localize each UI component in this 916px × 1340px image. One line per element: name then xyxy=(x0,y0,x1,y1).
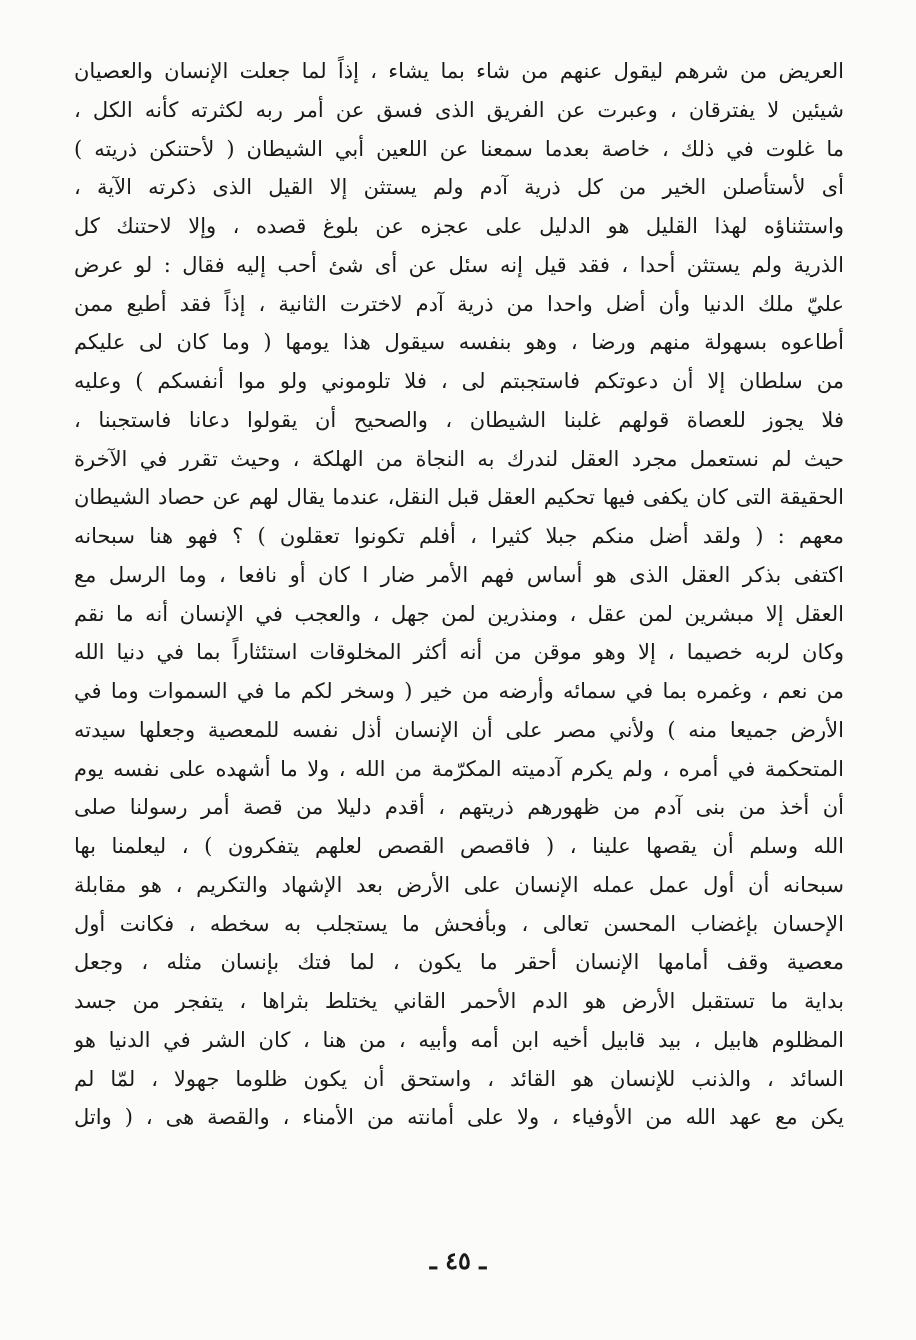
text-line: عليّ ملك الدنيا وأن أضل واحدا من ذرية آدم لاخترت الثانية ، إذاً فقد أطيع ممن xyxy=(74,291,844,316)
text-line: الأرض جميعا منه ) ولأني مصر على أن الإنسان أذل نفسه للمعصية وجعلها سيدته xyxy=(74,717,844,742)
text-line: سبحانه أن أول عمل عمله الإنسان على الأرض بعد الإشهاد والتكريم ، هو مقابلة xyxy=(74,872,844,897)
text-line: السائد ، والذنب للإنسان هو القائد ، واستحق أن يكون ظلوما جهولا ، لمّا لم xyxy=(74,1066,844,1091)
text-line: فلا يجوز للعصاة قولهم غلبنا الشيطان ، والصحيح أن يقولوا دعانا فاستجبنا ، xyxy=(74,407,844,432)
text-line: واستثناؤه لهذا القليل هو الدليل على عجزه عن بلوغ قصده ، وإلا لاحتنك كل xyxy=(74,214,844,238)
text-line: المتحكمة في أمره ، ولم يكرم آدميته المكرّمة من الله ، ولا ما أشهده على نفسه يوم xyxy=(74,756,844,781)
text-line: من سلطان إلا أن دعوتكم فاستجبتم لى ، فلا تلوموني ولو موا أنفسكم ) وعليه xyxy=(74,369,844,393)
text-line: معصية وقف أمامها الإنسان أحقر ما يكون ، لما فتك بإنسان مثله ، وجعل xyxy=(74,950,844,975)
text-line: اكتفى بذكر العقل الذى هو أساس فهم الأمر ضار ا كان أو نافعا ، وما الرسل مع xyxy=(74,562,844,587)
text-line: أطاعوه بسهولة منهم ورضا ، وهو بنفسه سيقول هذا يومها ( وما كان لى عليكم xyxy=(74,330,844,355)
text-line: يكن مع عهد الله من الأوفياء ، ولا على أمانته من الأمناء ، والقصة هى ، ( واتل xyxy=(74,1105,844,1130)
text-line: أى لأستأصلن الخير من كل ذرية آدم ولم يستثن إلا القيل الذى ذكرته الآية ، xyxy=(74,175,844,200)
body-text xyxy=(74,52,844,1137)
text-line: بداية ما تستقبل الأرض هو الدم الأحمر القاني يختلط بثراها ، يتفجر من جسد xyxy=(74,989,844,1013)
text-line: الله وسلم أن يقصها علينا ، ( فاقصص القصص لعلهم يتفكرون ) ، ليعلمنا بها xyxy=(74,834,844,858)
text-line: ما غلوت في ذلك ، خاصة بعدما سمعنا عن اللعين أبي الشيطان ( لأحتنكن ذريته ) xyxy=(74,136,844,161)
text-line: الذرية ولم يستثن أحدا ، فقد قيل إنه سئل عن أى شئ أحب إليه فقال : لو عرض xyxy=(74,252,844,277)
text-line: الحقيقة التى كان يكفى فيها تحكيم العقل قبل النقل، عندما يقال لهم عن حصاد الشيطان xyxy=(74,485,844,510)
text-line: العريض من شرهم ليقول عنهم من شاء بما يشاء ، إذاً لما جعلت الإنسان والعصيان xyxy=(74,59,844,83)
text-line: حيث لم نستعمل مجرد العقل لندرك به النجاة من الهلكة ، وحيث تقرر في الآخرة xyxy=(74,446,844,471)
text-line: من نعم ، وغمره بما في سمائه وأرضه من خير ( وسخر لكم ما في السموات وما في xyxy=(74,679,844,703)
text-line: العقل إلا مبشرين لمن عقل ، ومنذرين لمن جهل ، والعجب في الإنسان أنه ما نقم xyxy=(74,601,844,626)
text-line: معهم : ( ولقد أضل منكم جبلا كثيرا ، أفلم تكونوا تعقلون ) ؟ فهو هنا سبحانه xyxy=(74,524,844,548)
text-line: أن أخذ من بنى آدم من ظهورهم ذريتهم ، أقدم دليلا من قصة أمر رسولنا صلى xyxy=(74,795,844,820)
page-number: ـ ٤٥ ـ xyxy=(429,1246,487,1275)
text-line: الإحسان بإغضاب المحسن تعالى ، وبأفحش ما يستجلب به سخطه ، فكانت أول xyxy=(74,911,844,936)
text-line: شيئين لا يفترقان ، وعبرت عن الفريق الذى فسق عن أمر ربه لكثرته كأنه الكل ، xyxy=(74,97,844,122)
text-line: وكان لربه خصيما ، إلا وهو موقن من أنه أكثر المخلوقات استئثاراً بما في دنيا الله xyxy=(74,640,844,665)
text-line: المظلوم هابيل ، بيد قابيل أخيه ابن أمه وأبيه ، من هنا ، كان الشر في الدنيا هو xyxy=(74,1027,844,1052)
